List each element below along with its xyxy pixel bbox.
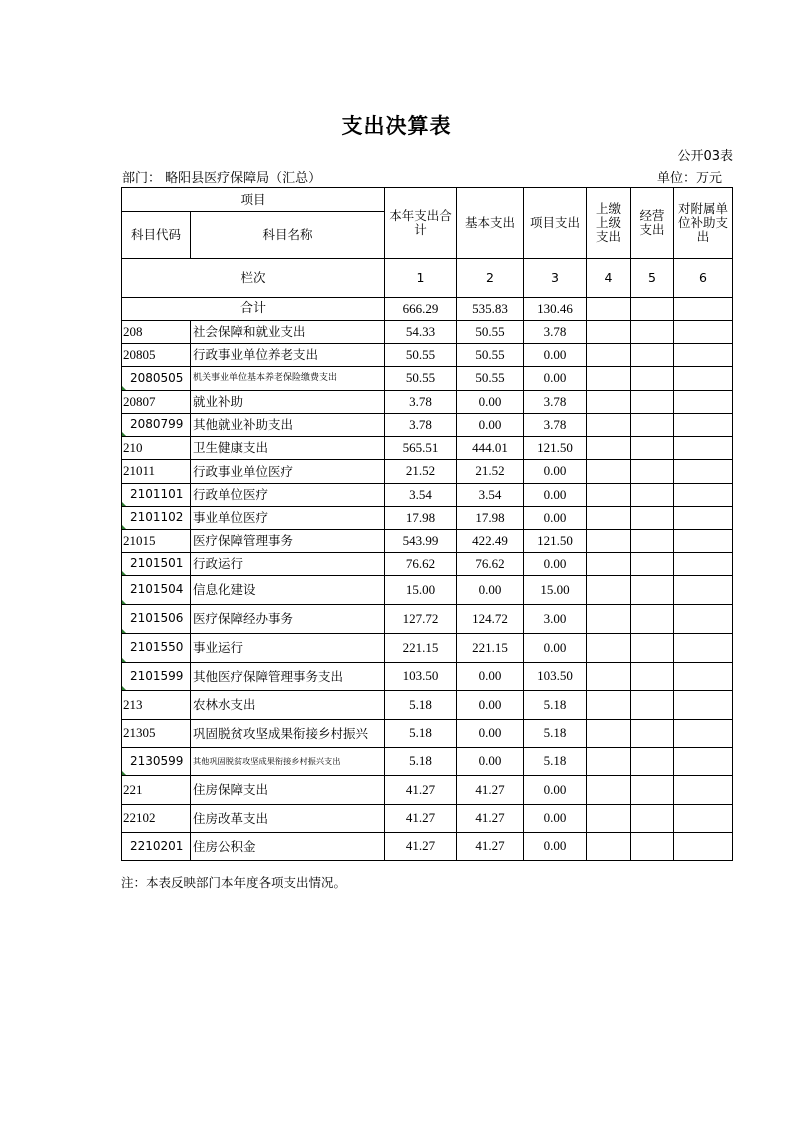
header-col-number-4: 4 [587, 259, 631, 298]
header-row-label: 栏次 [122, 259, 385, 298]
row-col4 [587, 484, 631, 507]
row-col6 [674, 484, 733, 507]
table-row [122, 530, 733, 553]
row-name: 住房公积金 [191, 833, 385, 861]
row-name: 机关事业单位基本养老保险缴费支出 [191, 367, 385, 391]
row-name: 其他医疗保障管理事务支出 [191, 663, 385, 691]
row-col1: 21.52 [385, 460, 457, 484]
unit-label: 单位：万元 [656, 171, 722, 186]
row-col5 [631, 344, 674, 367]
total-col3: 130.46 [524, 298, 587, 321]
row-col3: 0.00 [524, 460, 587, 484]
row-col5 [631, 748, 674, 776]
row-name: 卫生健康支出 [191, 437, 385, 460]
row-col3: 15.00 [524, 576, 587, 605]
row-col5 [631, 663, 674, 691]
row-col1: 15.00 [385, 576, 457, 605]
row-name: 行政事业单位养老支出 [191, 344, 385, 367]
row-col2: 0.00 [457, 391, 524, 414]
row-code: 2101102 [122, 507, 191, 530]
row-col1: 3.78 [385, 391, 457, 414]
row-name: 就业补助 [191, 391, 385, 414]
row-col4 [587, 833, 631, 861]
table-row [122, 833, 733, 861]
row-name: 巩固脱贫攻坚成果衔接乡村振兴 [191, 720, 385, 748]
header-project-expenditure: 项目支出 [524, 188, 587, 259]
row-col1: 5.18 [385, 691, 457, 720]
row-col3: 3.00 [524, 605, 587, 634]
row-col6 [674, 460, 733, 484]
row-col1: 50.55 [385, 367, 457, 391]
row-col6 [674, 634, 733, 663]
row-col4 [587, 321, 631, 344]
row-code: 2130599 [122, 748, 191, 776]
row-col4 [587, 720, 631, 748]
row-col4 [587, 553, 631, 576]
header-col-number-3: 3 [524, 259, 587, 298]
table-row [122, 391, 733, 414]
row-col1: 221.15 [385, 634, 457, 663]
row-col6 [674, 344, 733, 367]
row-col4 [587, 391, 631, 414]
row-col1: 41.27 [385, 833, 457, 861]
row-name: 信息化建设 [191, 576, 385, 605]
row-col2: 422.49 [457, 530, 524, 553]
row-col4 [587, 576, 631, 605]
total-row [122, 298, 733, 321]
row-col3: 3.78 [524, 321, 587, 344]
form-number: 公开03表 [677, 149, 733, 164]
row-col3: 121.50 [524, 530, 587, 553]
row-name: 其他巩固脱贫攻坚成果衔接乡村振兴支出 [191, 748, 385, 776]
row-name: 医疗保障经办事务 [191, 605, 385, 634]
row-name: 社会保障和就业支出 [191, 321, 385, 344]
row-col3: 103.50 [524, 663, 587, 691]
row-code: 2101501 [122, 553, 191, 576]
row-col6 [674, 367, 733, 391]
row-col2: 3.54 [457, 484, 524, 507]
row-col5 [631, 367, 674, 391]
row-code: 21305 [122, 720, 191, 748]
row-col3: 3.78 [524, 391, 587, 414]
row-col4 [587, 776, 631, 805]
row-col2: 0.00 [457, 414, 524, 437]
header-operating-expenditure: 经营支出 [631, 188, 674, 259]
row-code: 208 [122, 321, 191, 344]
total-col2: 535.83 [457, 298, 524, 321]
page-title: 支出决算表 [341, 114, 452, 138]
table-row [122, 553, 733, 576]
table-row [122, 344, 733, 367]
row-col4 [587, 530, 631, 553]
row-code: 2210201 [122, 833, 191, 861]
row-code: 22102 [122, 805, 191, 833]
row-col6 [674, 414, 733, 437]
row-col6 [674, 507, 733, 530]
row-col4 [587, 634, 631, 663]
row-col3: 0.00 [524, 344, 587, 367]
row-code: 20807 [122, 391, 191, 414]
row-col2: 124.72 [457, 605, 524, 634]
row-col3: 0.00 [524, 833, 587, 861]
row-col6 [674, 605, 733, 634]
row-code: 2101504 [122, 576, 191, 605]
row-col6 [674, 663, 733, 691]
row-col6 [674, 720, 733, 748]
row-col1: 3.78 [385, 414, 457, 437]
row-col1: 3.54 [385, 484, 457, 507]
header-basic-expenditure: 基本支出 [457, 188, 524, 259]
row-col3: 0.00 [524, 507, 587, 530]
row-col5 [631, 833, 674, 861]
row-col3: 0.00 [524, 805, 587, 833]
row-col2: 50.55 [457, 321, 524, 344]
row-col4 [587, 367, 631, 391]
table-row [122, 437, 733, 460]
row-col4 [587, 663, 631, 691]
row-name: 行政运行 [191, 553, 385, 576]
row-col1: 103.50 [385, 663, 457, 691]
row-col5 [631, 805, 674, 833]
row-col2: 0.00 [457, 748, 524, 776]
row-col3: 0.00 [524, 776, 587, 805]
row-col1: 5.18 [385, 720, 457, 748]
row-code: 2080799 [122, 414, 191, 437]
row-col5 [631, 776, 674, 805]
table-row [122, 484, 733, 507]
row-col5 [631, 530, 674, 553]
row-col6 [674, 553, 733, 576]
row-col4 [587, 805, 631, 833]
table-row [122, 460, 733, 484]
row-col2: 221.15 [457, 634, 524, 663]
row-name: 住房改革支出 [191, 805, 385, 833]
row-col1: 127.72 [385, 605, 457, 634]
row-col3: 5.18 [524, 748, 587, 776]
table-row [122, 321, 733, 344]
row-code: 2101599 [122, 663, 191, 691]
row-col6 [674, 321, 733, 344]
footnote: 注：本表反映部门本年度各项支出情况。 [121, 875, 347, 890]
row-code: 213 [122, 691, 191, 720]
row-col5 [631, 321, 674, 344]
row-col6 [674, 391, 733, 414]
row-col4 [587, 691, 631, 720]
row-col4 [587, 605, 631, 634]
table-row [122, 507, 733, 530]
row-col5 [631, 634, 674, 663]
row-col2: 0.00 [457, 576, 524, 605]
row-col3: 0.00 [524, 484, 587, 507]
header-code: 科目代码 [122, 212, 191, 259]
table-row [122, 720, 733, 748]
header-col-number-6: 6 [674, 259, 733, 298]
row-name: 行政单位医疗 [191, 484, 385, 507]
row-name: 行政事业单位医疗 [191, 460, 385, 484]
total-col1: 666.29 [385, 298, 457, 321]
row-code: 2101506 [122, 605, 191, 634]
row-col6 [674, 437, 733, 460]
row-col6 [674, 691, 733, 720]
row-code: 20805 [122, 344, 191, 367]
row-col4 [587, 748, 631, 776]
row-col5 [631, 576, 674, 605]
table-row [122, 634, 733, 663]
expenditure-table [121, 187, 733, 861]
row-code: 2101101 [122, 484, 191, 507]
row-col1: 54.33 [385, 321, 457, 344]
row-col5 [631, 605, 674, 634]
row-col6 [674, 748, 733, 776]
row-col3: 5.18 [524, 720, 587, 748]
table-row [122, 776, 733, 805]
row-col4 [587, 414, 631, 437]
row-code: 2101550 [122, 634, 191, 663]
header-project: 项目 [122, 188, 385, 212]
header-col-number-1: 1 [385, 259, 457, 298]
table-row [122, 748, 733, 776]
row-col6 [674, 576, 733, 605]
row-name: 农林水支出 [191, 691, 385, 720]
row-col4 [587, 344, 631, 367]
row-name: 住房保障支出 [191, 776, 385, 805]
header-total-expenditure: 本年支出合计 [385, 188, 457, 259]
row-code: 221 [122, 776, 191, 805]
row-code: 210 [122, 437, 191, 460]
row-col6 [674, 530, 733, 553]
row-col1: 41.27 [385, 805, 457, 833]
row-col2: 0.00 [457, 663, 524, 691]
row-col1: 17.98 [385, 507, 457, 530]
row-col2: 41.27 [457, 833, 524, 861]
row-col1: 41.27 [385, 776, 457, 805]
row-col3: 0.00 [524, 634, 587, 663]
table-row [122, 605, 733, 634]
row-col2: 41.27 [457, 805, 524, 833]
row-col2: 50.55 [457, 344, 524, 367]
header-remit-superior: 上缴上级支出 [587, 188, 631, 259]
row-col1: 76.62 [385, 553, 457, 576]
row-col5 [631, 507, 674, 530]
row-col5 [631, 460, 674, 484]
row-col4 [587, 437, 631, 460]
row-col3: 121.50 [524, 437, 587, 460]
row-col1: 543.99 [385, 530, 457, 553]
row-col1: 5.18 [385, 748, 457, 776]
table-row [122, 663, 733, 691]
table-row [122, 576, 733, 605]
table-row [122, 367, 733, 391]
row-code: 2080505 [122, 367, 191, 391]
row-col5 [631, 437, 674, 460]
row-col5 [631, 414, 674, 437]
row-name: 医疗保障管理事务 [191, 530, 385, 553]
row-col5 [631, 720, 674, 748]
row-col1: 50.55 [385, 344, 457, 367]
row-col6 [674, 805, 733, 833]
total-label: 合计 [122, 298, 385, 321]
header-subsidy-affiliates: 对附属单位补助支出 [674, 188, 733, 259]
row-col2: 21.52 [457, 460, 524, 484]
row-col6 [674, 833, 733, 861]
department-label: 部门： 略阳县医疗保障局（汇总） [122, 171, 322, 186]
row-name: 其他就业补助支出 [191, 414, 385, 437]
row-col5 [631, 484, 674, 507]
row-col5 [631, 553, 674, 576]
total-col5 [631, 298, 674, 321]
row-col2: 0.00 [457, 720, 524, 748]
row-code: 21011 [122, 460, 191, 484]
row-col1: 565.51 [385, 437, 457, 460]
row-col5 [631, 391, 674, 414]
row-col3: 3.78 [524, 414, 587, 437]
table-row [122, 414, 733, 437]
row-name: 事业运行 [191, 634, 385, 663]
header-name: 科目名称 [191, 212, 385, 259]
table-row [122, 805, 733, 833]
header-col-number-2: 2 [457, 259, 524, 298]
row-col2: 0.00 [457, 691, 524, 720]
row-col2: 41.27 [457, 776, 524, 805]
row-col2: 444.01 [457, 437, 524, 460]
row-col2: 17.98 [457, 507, 524, 530]
row-code: 21015 [122, 530, 191, 553]
row-col6 [674, 776, 733, 805]
header-col-number-5: 5 [631, 259, 674, 298]
row-col3: 5.18 [524, 691, 587, 720]
row-col3: 0.00 [524, 367, 587, 391]
total-col6 [674, 298, 733, 321]
total-col4 [587, 298, 631, 321]
row-col2: 76.62 [457, 553, 524, 576]
row-col4 [587, 460, 631, 484]
row-col5 [631, 691, 674, 720]
row-col3: 0.00 [524, 553, 587, 576]
row-col4 [587, 507, 631, 530]
row-name: 事业单位医疗 [191, 507, 385, 530]
row-col2: 50.55 [457, 367, 524, 391]
table-row [122, 691, 733, 720]
